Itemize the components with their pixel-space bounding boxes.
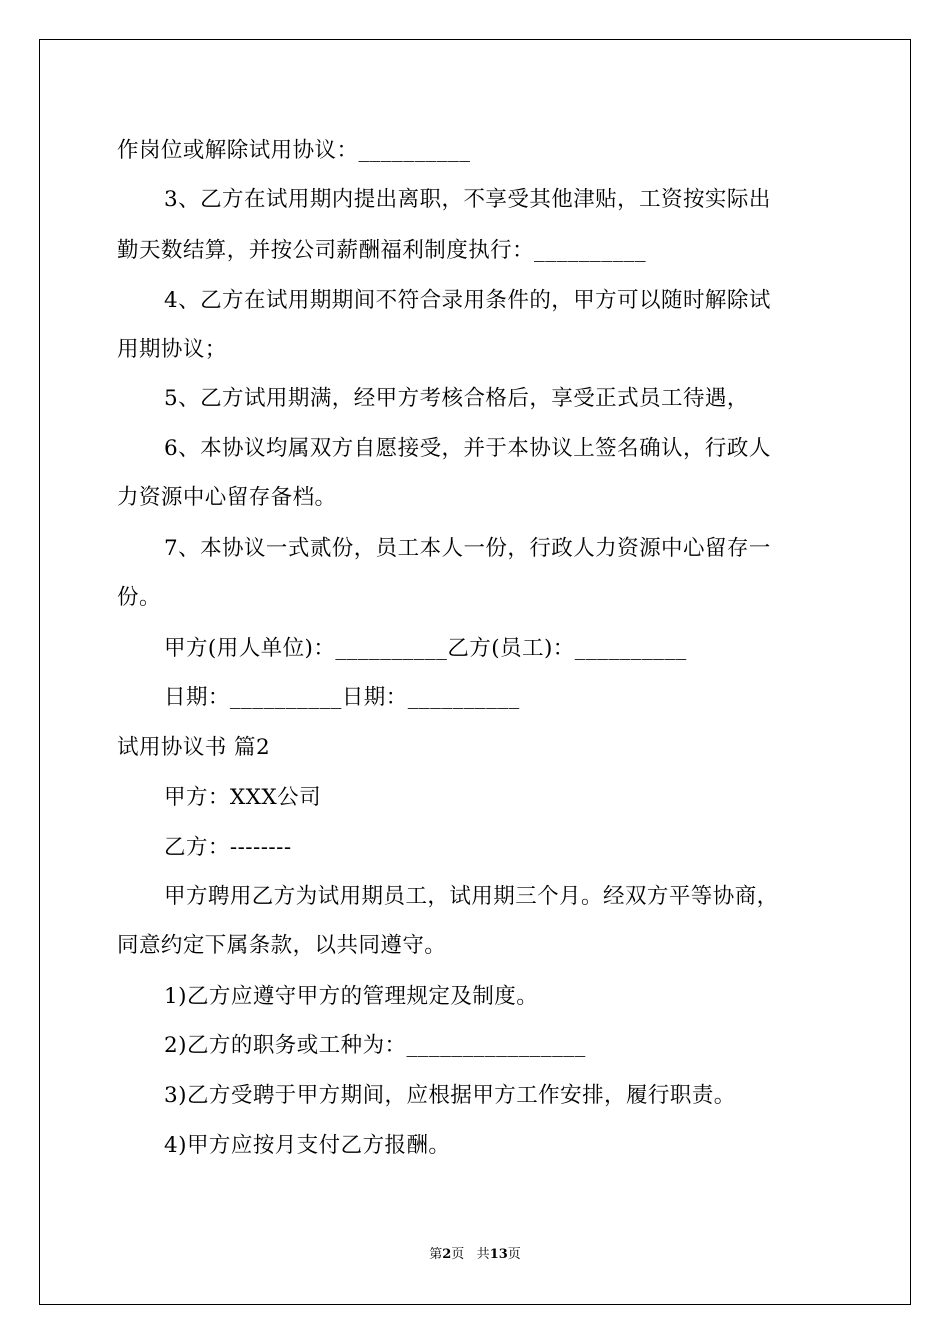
- date-line: 日期：__________日期：__________: [164, 685, 520, 710]
- footer-total-suffix: 页: [507, 1247, 521, 1262]
- paragraph-line: 甲方聘用乙方为试用期员工，试用期三个月。经双方平等协商，: [164, 884, 779, 909]
- paragraph-line: 作岗位或解除试用协议：__________: [117, 138, 471, 163]
- paragraph-line: 力资源中心留存备档。: [117, 485, 337, 510]
- paragraph-line: 7、本协议一式贰份，员工本人一份，行政人力资源中心留存一: [164, 536, 771, 561]
- paragraph-line: 6、本协议均属双方自愿接受，并于本协议上签名确认，行政人: [164, 436, 771, 461]
- paragraph-line: 勤天数结算，并按公司薪酬福利制度执行：__________: [117, 238, 647, 263]
- signature-line: 甲方(用人单位)：__________乙方(员工)：__________: [164, 636, 687, 661]
- footer-total-pages: 13: [489, 1247, 508, 1262]
- footer-total-prefix: 共: [476, 1247, 490, 1262]
- clause-line: 1)乙方应遵守甲方的管理规定及制度。: [164, 984, 539, 1009]
- paragraph-line: 份。: [117, 585, 161, 610]
- section-heading: 试用协议书 篇2: [117, 735, 271, 760]
- clause-line: 3)乙方受聘于甲方期间，应根据甲方工作安排，履行职责。: [164, 1083, 736, 1108]
- paragraph-line: 5、乙方试用期满，经甲方考核合格后，享受正式员工待遇，: [164, 386, 749, 411]
- party-a-line: 甲方：XXX公司: [164, 785, 322, 810]
- page-footer: [0, 1246, 950, 1264]
- paragraph-line: 用期协议；: [117, 337, 227, 362]
- paragraph-line: 3、乙方在试用期内提出离职，不享受其他津贴，工资按实际出: [164, 187, 771, 212]
- footer-page-number: 2: [442, 1247, 452, 1262]
- footer-page-suffix: 页: [451, 1247, 465, 1262]
- clause-line: 4)甲方应按月支付乙方报酬。: [164, 1133, 451, 1158]
- paragraph-line: 同意约定下属条款，以共同遵守。: [117, 933, 447, 958]
- footer-page-prefix: 第: [429, 1247, 443, 1262]
- clause-line: 2)乙方的职务或工种为：________________: [164, 1033, 586, 1058]
- page-border: [39, 39, 911, 1305]
- paragraph-line: 4、乙方在试用期期间不符合录用条件的，甲方可以随时解除试: [164, 288, 771, 313]
- party-b-line: 乙方：--------: [164, 835, 292, 860]
